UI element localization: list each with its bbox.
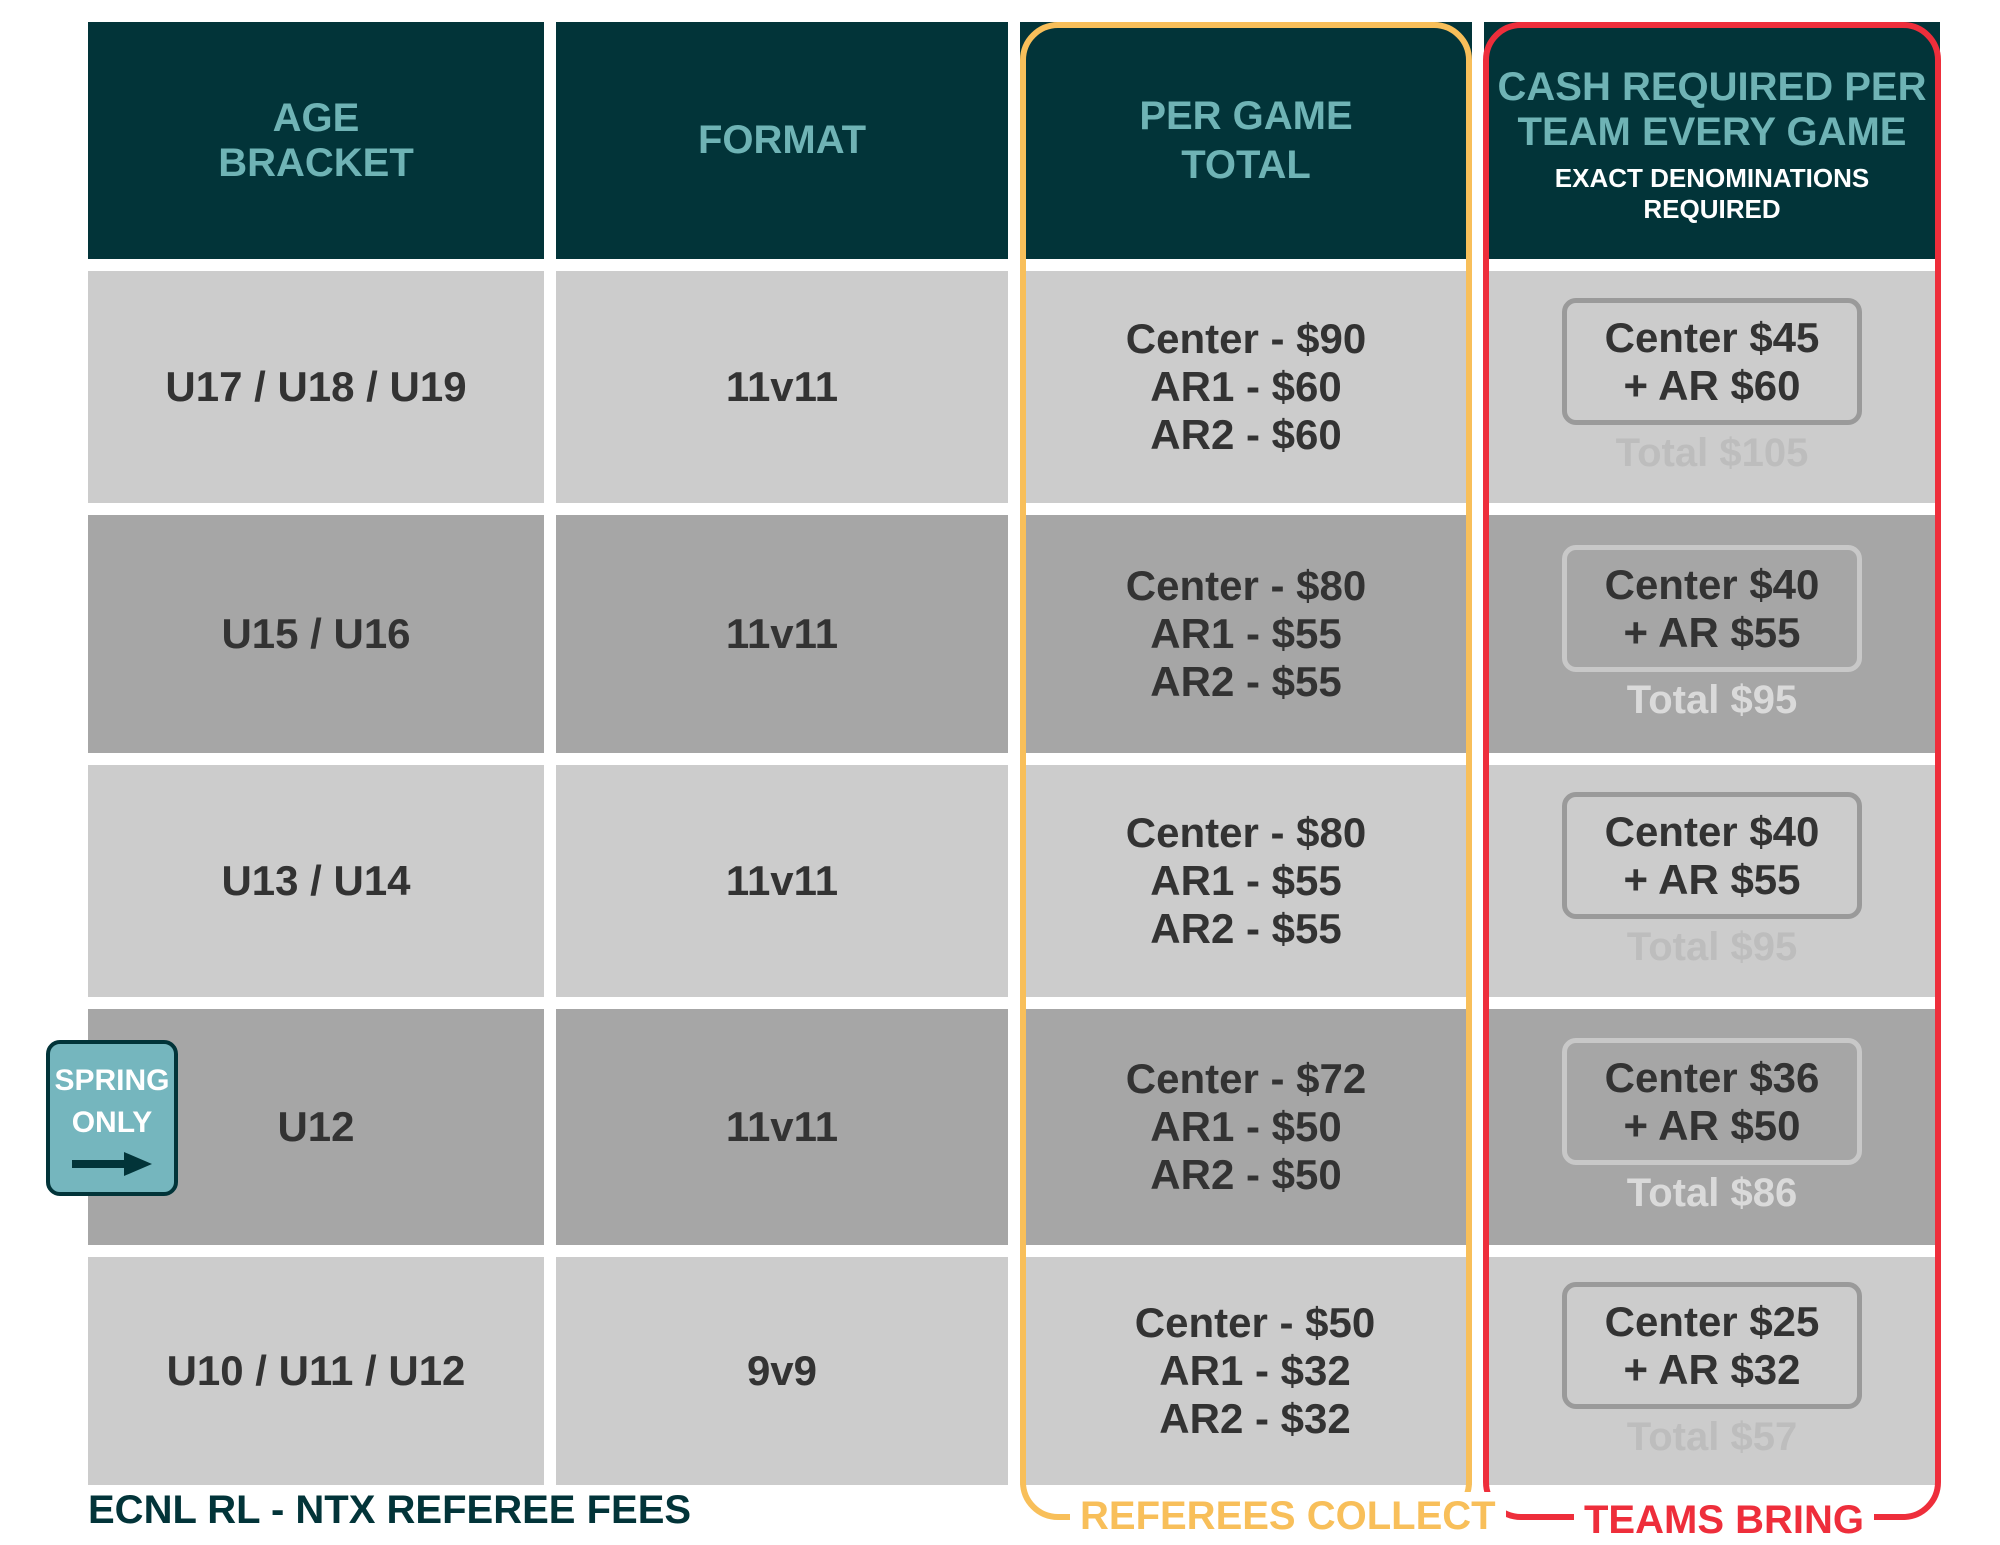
row-1-cash-center: Center $45 xyxy=(1604,313,1820,361)
row-1-fees xyxy=(1020,271,1472,503)
row-2-age: U15 / U16 xyxy=(88,515,544,753)
row-1-format: 11v11 xyxy=(556,271,1008,503)
row-5-center-fee: Center - $50 xyxy=(1134,1299,1376,1346)
row-2-ar2-fee: AR2 - $55 xyxy=(1150,658,1342,705)
spring-badge-line2: ONLY xyxy=(71,1106,153,1139)
header-age-bracket xyxy=(88,22,544,259)
row-3-age: U13 / U14 xyxy=(88,765,544,997)
row-4-fees xyxy=(1020,1009,1472,1245)
row-1-center-fee: Center - $90 xyxy=(1125,315,1367,362)
row-3-cash-center: Center $40 xyxy=(1604,807,1820,855)
row-1-age: U17 / U18 / U19 xyxy=(88,271,544,503)
row-3-center-fee: Center - $80 xyxy=(1125,809,1367,856)
header-cash-required xyxy=(1484,22,1940,259)
right-arrow-icon xyxy=(72,1152,152,1176)
header-per-game-total xyxy=(1020,22,1472,259)
row-4-format: 11v11 xyxy=(556,1009,1008,1245)
row-1-team-cash xyxy=(1484,271,1940,503)
row-3-format: 11v11 xyxy=(556,765,1008,997)
row-5-team-cash xyxy=(1484,1257,1940,1485)
row-2-team-cash xyxy=(1484,515,1940,753)
row-4-cash-ar: + AR $50 xyxy=(1623,1101,1801,1149)
header-format xyxy=(556,22,1008,259)
row-2-cash-ar: + AR $55 xyxy=(1623,608,1801,656)
row-2-center-fee: Center - $80 xyxy=(1125,562,1367,609)
row-4-cash-box xyxy=(1562,1038,1862,1165)
row-2-cash-box xyxy=(1562,545,1862,672)
spring-only-badge xyxy=(46,1040,178,1196)
row-3-cash-box xyxy=(1562,792,1862,919)
row-2-ar1-fee: AR1 - $55 xyxy=(1150,610,1342,657)
header-cash-note: EXACT DENOMINATIONS REQUIRED xyxy=(1554,162,1870,224)
row-5-format: 9v9 xyxy=(556,1257,1008,1485)
row-3-ar2-fee: AR2 - $55 xyxy=(1150,905,1342,952)
row-3-fees xyxy=(1020,765,1472,997)
header-format-label: FORMAT xyxy=(697,118,867,162)
row-4-ar2-fee: AR2 - $50 xyxy=(1150,1151,1342,1198)
spring-badge-line1: SPRING xyxy=(54,1064,170,1097)
header-age-bracket-label: AGE BRACKET xyxy=(218,95,414,185)
row-1-cash-box xyxy=(1562,298,1862,425)
row-5-ar2-fee: AR2 - $32 xyxy=(1159,1395,1351,1442)
teams-bring-label: TEAMS BRING xyxy=(1574,1496,1874,1544)
row-4-cash-center: Center $36 xyxy=(1604,1053,1820,1101)
row-4-ar1-fee: AR1 - $50 xyxy=(1150,1103,1342,1150)
row-5-fees xyxy=(1020,1257,1472,1485)
row-5-cash-ar: + AR $32 xyxy=(1623,1345,1801,1393)
row-4-age: U12 xyxy=(88,1009,544,1245)
row-3-total: Total $95 xyxy=(1626,925,1798,969)
row-5-total: Total $57 xyxy=(1626,1415,1798,1459)
footer-title: ECNL RL - NTX REFEREE FEES xyxy=(88,1488,692,1532)
header-per-game-label: PER GAME TOTAL xyxy=(1139,93,1353,187)
row-3-team-cash xyxy=(1484,765,1940,997)
row-1-cash-ar: + AR $60 xyxy=(1623,361,1801,409)
row-4-team-cash xyxy=(1484,1009,1940,1245)
row-2-format: 11v11 xyxy=(556,515,1008,753)
row-1-total: Total $105 xyxy=(1615,431,1809,475)
row-2-cash-center: Center $40 xyxy=(1604,560,1820,608)
row-4-center-fee: Center - $72 xyxy=(1125,1055,1367,1102)
row-5-cash-box xyxy=(1562,1282,1862,1409)
row-2-total: Total $95 xyxy=(1626,678,1798,722)
row-5-cash-center: Center $25 xyxy=(1604,1297,1820,1345)
row-5-age: U10 / U11 / U12 xyxy=(88,1257,544,1485)
row-1-ar2-fee: AR2 - $60 xyxy=(1150,411,1342,458)
header-cash-label: CASH REQUIRED PER TEAM EVERY GAME xyxy=(1497,64,1927,154)
referees-collect-label: REFEREES COLLECT xyxy=(1070,1492,1506,1540)
row-1-ar1-fee: AR1 - $60 xyxy=(1150,363,1342,410)
row-5-ar1-fee: AR1 - $32 xyxy=(1159,1347,1351,1394)
row-2-fees xyxy=(1020,515,1472,753)
row-3-cash-ar: + AR $55 xyxy=(1623,855,1801,903)
row-3-ar1-fee: AR1 - $55 xyxy=(1150,857,1342,904)
row-4-total: Total $86 xyxy=(1626,1171,1798,1215)
